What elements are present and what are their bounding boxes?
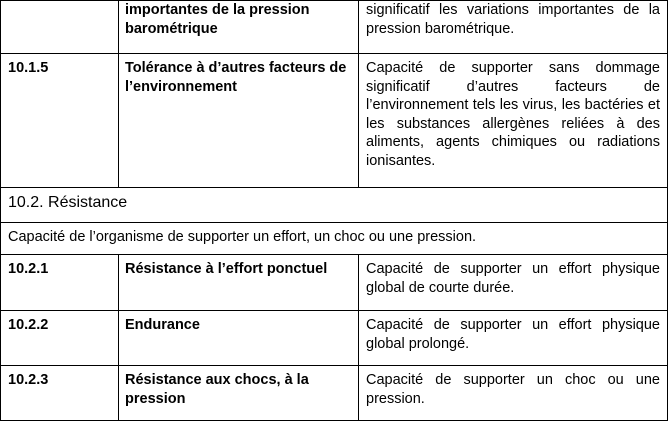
row-title: Résistance à l’effort ponctuel: [119, 255, 359, 311]
row-title: Résistance aux chocs, à la pression: [119, 366, 359, 421]
row-title: importantes de la pression barométrique: [119, 1, 359, 54]
section-description-row: [1, 223, 668, 255]
section-heading-row: [1, 188, 668, 223]
row-code: 10.2.3: [1, 366, 119, 421]
row-description: Capacité de supporter un effort physique global prolongé.: [359, 311, 668, 366]
row-code: 10.1.5: [1, 54, 119, 188]
row-description: Capacité de supporter un choc ou une pression.: [359, 366, 668, 421]
table-row: [1, 366, 668, 421]
row-code: 10.2.1: [1, 255, 119, 311]
section-heading: 10.2. Résistance: [1, 188, 668, 223]
table-row: [1, 311, 668, 366]
row-description: Capacité de supporter sans dommage significatif d’autres facteurs de l’environnement tels les virus, les bactéries et les substances allergènes reliées à des aliments, agents chimiques ou radiations ionisantes.: [359, 54, 668, 188]
table-row: [1, 255, 668, 311]
row-code: [1, 1, 119, 54]
row-title: Endurance: [119, 311, 359, 366]
row-title: Tolérance à d’autres facteurs de l’environnement: [119, 54, 359, 188]
row-description: significatif les variations importantes de la pression barométrique.: [359, 1, 668, 54]
table-row: [1, 54, 668, 188]
section-description: Capacité de l’organisme de supporter un effort, un choc ou une pression.: [1, 223, 668, 255]
row-description: Capacité de supporter un effort physique global de courte durée.: [359, 255, 668, 311]
row-code: 10.2.2: [1, 311, 119, 366]
table-row: [1, 1, 668, 54]
